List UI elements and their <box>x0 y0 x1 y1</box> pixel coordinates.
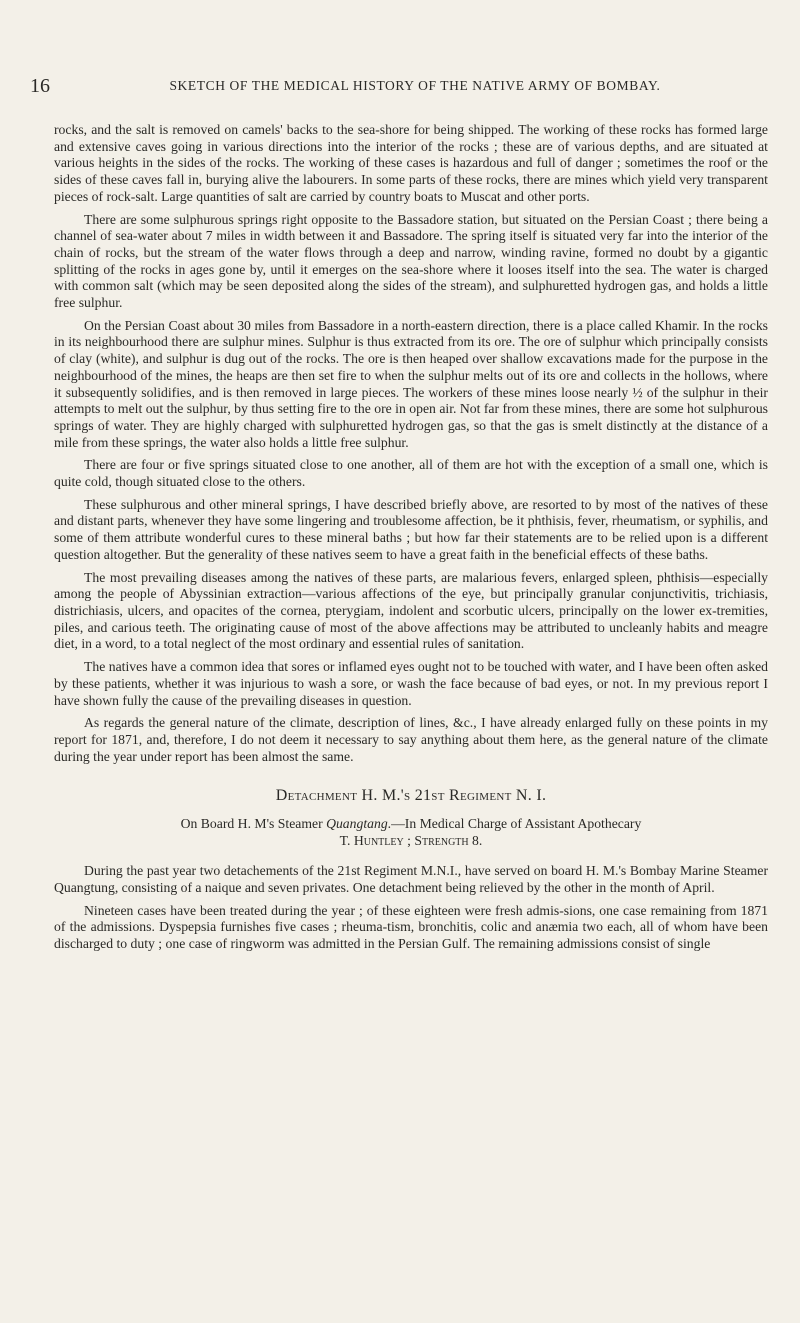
paragraph: As regards the general nature of the climate, description of lines, &c., I have already enlarged fully on these points in my report for 1871, and, therefore, I do not deem it necessary to say anything about them here, as the general nature of the climate during the year under report has been almost the same. <box>54 715 768 764</box>
page-header <box>30 75 740 101</box>
paragraph: There are four or five springs situated close to one another, all of them are hot with the exception of a small one, which is quite cold, though situated close to the others. <box>54 457 768 490</box>
paragraph: On the Persian Coast about 30 miles from Bassadore in a north-eastern direction, there is a place called Khamir. In the rocks in its neighbourhood there are sulphur mines. Sulphur is thus extracted from its ore. The ore of sulphur which principally consists of clay (white), and sulphur is dug out of the rocks. The ore is then heaped over shallow excavations made for the purpose in the neighbourhood of the mines, the heaps are then set fire to when the sulphur melts out of its ore and collects in the hollows, where it subsequently solidifies, and is then removed in large pieces. The workers of these mines loose nearly ½ of the sulphur in their attempts to melt out the sulphur, by thus setting fire to the ore in open air. Not far from these mines, there are some hot sulphurous springs of water. They are highly charged with sulphuretted hydrogen gas, so that the gas is smelt distinctly at the distance of a mile from these springs, the water also holds a little free sulphur. <box>54 317 768 450</box>
paragraph: Nineteen cases have been treated during the year ; of these eighteen were fresh admis-sions, one case remaining from 1871 of the admissions. Dyspepsia furnishes five cases ; rheuma-tism, bronchitis, colic and anæmia two each, all of whom have been discharged to duty ; one case of ringworm was admitted in the Persian Gulf. The remaining admissions consist of single <box>54 902 768 952</box>
paragraph: During the past year two detachements of the 21st Regiment M.N.I., have served on board H. M.'s Bombay Marine Steamer Quangtung, consisting of a naique and seven privates. One detachment being relieved by the other in the month of April. <box>54 863 768 896</box>
officer-line: T. Huntley ; Strength 8. <box>339 833 483 849</box>
paragraph: These sulphurous and other mineral springs, I have described briefly above, are resorted to by most of the natives of these and distant parts, whenever they have some lingering and troublesome affection, be it phthisis, fever, rheumatism, or syphilis, and some of them attribute wonderful cures to these mineral baths ; but how far their statements are to be relied upon is a different question altogether. But the generality of these natives seem to have a great faith in the beneficial effects of these baths. <box>54 496 768 562</box>
paragraph: There are some sulphurous springs right opposite to the Bassadore station, but situated on the Persian Coast ; there being a channel of sea-water about 7 miles in width between it and Bassadore. The spring itself is situated very far into the interior of the chain of rocks, but the stream of the water flows through a deep and narrow, winding ravine, formed no doubt by a gigantic splitting of the rocks in ages gone by, until it emerges on the sea-shore where it looses itself into the sea. The water is charged with common salt (which may be seen deposited along the sides of the stream), and sulphuretted hydrogen gas, and holds a little free sulphur. <box>54 211 768 311</box>
board-prefix: On Board H. M's Steamer <box>180 816 327 832</box>
page-body <box>54 122 768 959</box>
running-title: SKETCH OF THE MEDICAL HISTORY OF THE NATIVE ARMY OF BOMBAY. <box>169 78 661 93</box>
ship-name: Quangtang <box>326 816 388 832</box>
paragraph: The most prevailing diseases among the natives of these parts, are malarious fevers, enlarged spleen, phthisis—especially among the people of Abyssinian extraction—various affections of the eye, but principally granular conjunctivitis, trichiasis, districhiasis, ulcers, and opacites of the cornea, pterygiam, indolent and scorbutic ulcers, principally on the lower ex-tremities, piles, and carious teeth. The originating cause of most of the above affections may be attributed to uncleanly habits and meagre diet, in a word, to a total neglect of the most ordinary and essential rules of sanitation. <box>54 569 768 652</box>
paragraph: The natives have a common idea that sores or inflamed eyes ought not to be touched with water, and I have been often asked by these patients, whether it was injurious to wash a sore, or wash the face because of bad eyes, or not. In my previous report I have shown fully the cause of the prevailing diseases in question. <box>54 659 768 708</box>
board-suffix: .—In Medical Charge of Assistant Apothecary <box>387 816 642 832</box>
section-subheading <box>54 815 768 849</box>
page-number: 16 <box>30 75 50 97</box>
section-heading: Detachment H. M.'s 21st Regiment N. I. <box>275 787 547 805</box>
paragraph: rocks, and the salt is removed on camels' backs to the sea-shore for being shipped. The working of these rocks has formed large and extensive caves going in various directions into the interior of the rocks ; these are of various depths, and are situated at various heights in the sides of the rocks. The working of these cases is hazardous and full of danger ; sometimes the roof or the sides of these caves fall in, burying alive the labourers. In some parts of these rocks, there are mines which yield very transparent pieces of rock-salt. Large quantities of salt are carried by country boats to Muscat and other ports. <box>54 122 768 204</box>
